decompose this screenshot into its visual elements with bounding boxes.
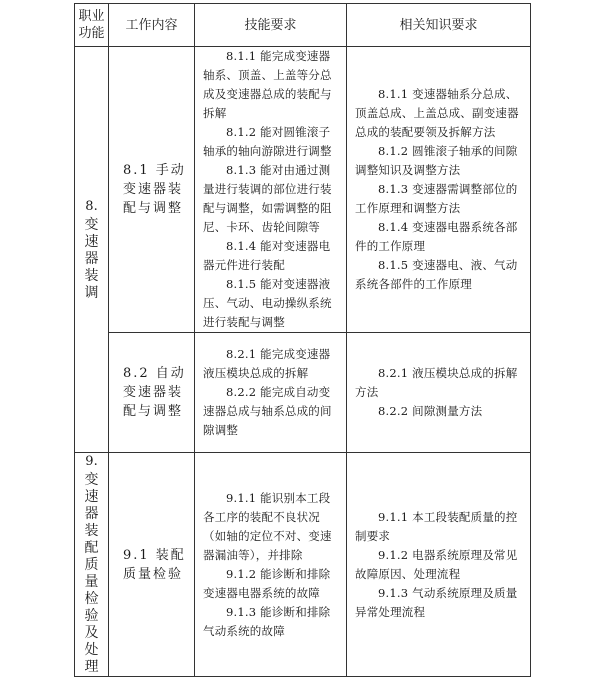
knowledge-item: 8.1.4 变速器电器系统各部件的工作原理 [355,220,518,253]
function-name: 变速器装调 [84,216,99,301]
knowledge-item: 8.2.2 间隙测量方法 [378,404,483,418]
skill-item: 8.2.2 能完成自动变速器总成与轴系总成的间隙调整 [203,385,332,437]
skill-item: 8.1.5 能对变速器液压、气动、电动操纵系统进行装配与调整 [203,277,332,329]
requirements-table [74,3,531,677]
skill-item: 9.1.1 能识别本工段各工序的装配不良状况（如轴的定位不对、变速器漏油等），并排除 [203,490,332,562]
knowledge-item: 9.1.2 电器系统原理及常见故障原因、处理流程 [355,547,518,581]
knowledge-item: 8.1.3 变速器需调整部位的工作原理和调整方法 [355,182,518,215]
work-content-cell: 9.1 装配质量检验 [109,453,195,677]
skill-item: 8.1.3 能对由通过测量进行装调的部位进行装配与调整，如需调整的阻尼、卡环、齿轮间隙等 [203,163,332,234]
knowledge-item: 8.1.2 圆锥滚子轴承的间隙调整知识及调整方法 [355,144,518,177]
skill-cell [195,453,347,677]
function-number: 9. [85,454,98,469]
skill-cell [195,333,347,453]
work-content-cell: 8.1 手动变速器装配与调整 [109,47,195,333]
header-row [75,4,531,47]
table-row [75,47,531,333]
header-knowledge: 相关知识要求 [347,4,531,47]
skill-item: 9.1.2 能诊断和排除变速器电器系统的故障 [203,566,331,600]
knowledge-item: 8.1.1 变速器轴系分总成、顶盖总成、上盖总成、副变速器总成的装配要领及拆解方法 [355,87,519,139]
function-cell [75,47,109,453]
table-row [75,333,531,453]
skill-item: 8.2.1 能完成变速器液压模块总成的拆解 [203,347,331,380]
skill-cell [195,47,347,333]
header-function: 职业功能 [75,4,109,47]
knowledge-item: 9.1.3 气动系统原理及质量异常处理流程 [355,585,518,619]
knowledge-cell [347,333,531,453]
skill-item: 9.1.3 能诊断和排除气动系统的故障 [203,604,331,638]
knowledge-cell [347,47,531,333]
function-cell [75,453,109,677]
table-row [75,453,531,677]
skill-item: 8.1.1 能完成变速器轴系、顶盖、上盖等分总成及变速器总成的装配与拆解 [203,49,332,120]
function-name: 变速器装配质量检验及处理 [84,472,99,675]
skill-item: 8.1.2 能对圆锥滚子轴承的轴向游隙进行调整 [203,125,332,158]
function-number: 8. [85,198,98,214]
knowledge-item: 8.1.5 变速器电、液、气动系统各部件的工作原理 [355,258,518,291]
header-content: 工作内容 [109,4,195,47]
header-skill: 技能要求 [195,4,347,47]
work-content-cell: 8.2 自动变速器装配与调整 [109,333,195,453]
knowledge-item: 8.2.1 液压模块总成的拆解方法 [355,366,518,399]
knowledge-item: 9.1.1 本工段装配质量的控制要求 [355,509,518,543]
skill-item: 8.1.4 能对变速器电器元件进行装配 [203,239,331,272]
knowledge-cell [347,453,531,677]
